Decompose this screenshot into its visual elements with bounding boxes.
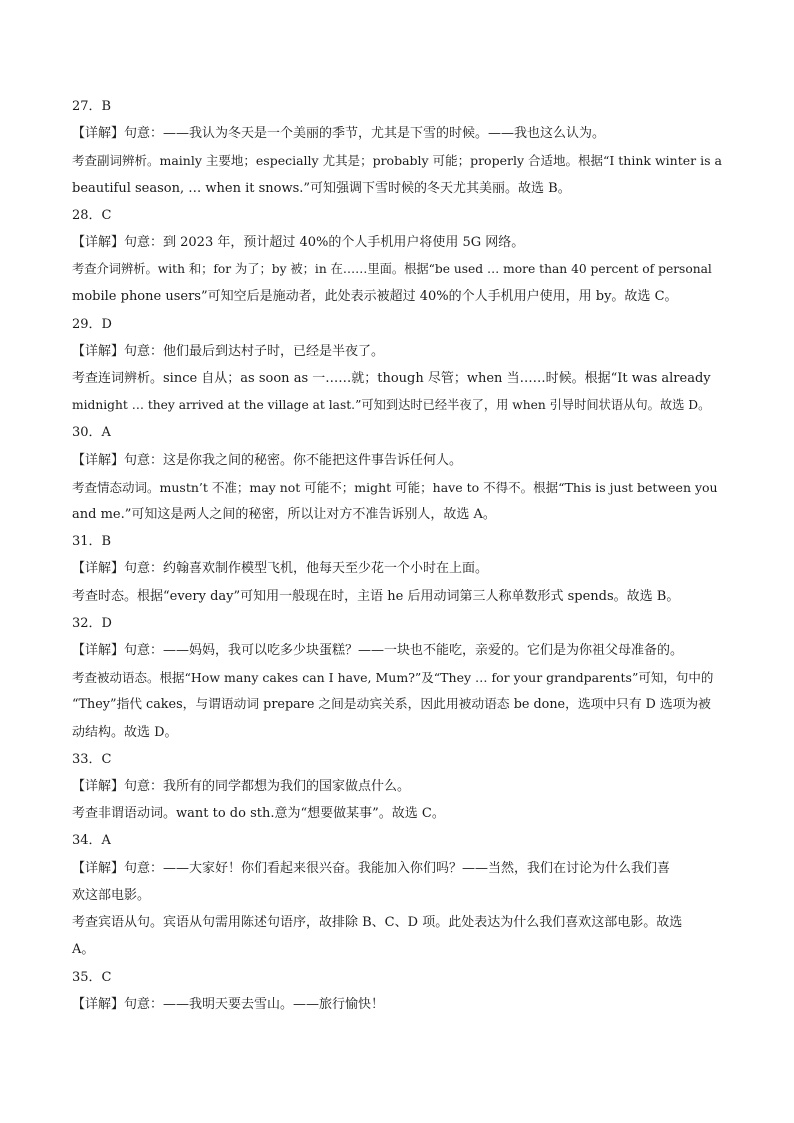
answer-number: 28．C [72, 207, 112, 223]
explanation-line: 考查介词辨析。with 和；for 为了；by 被；in 在……里面。根据“be used … more than 40 percent of personal [72, 262, 712, 277]
explanation-line: and me.”可知这是两人之间的秘密，所以让对方不准告诉别人，故选 A。 [72, 507, 496, 523]
explanation-line: 动结构。故选 D。 [72, 724, 178, 740]
explanation-line: 考查宾语从句。宾语从句需用陈述句语序，故排除 B、C、D 项。此处表达为什么我们喜欢这部电影。故选 [72, 915, 683, 931]
explanation-line: 【详解】句意：到 2023 年，预计超过 40%的个人手机用户将使用 5G 网络。 [72, 235, 525, 251]
explanation-line: 【详解】句意：他们最后到达村子时，已经是半夜了。 [72, 343, 385, 359]
explanation-line: 【详解】句意：——大家好！你们看起来很兴奋。我能加入你们吗？——当然，我们在讨论为什么我们喜 [72, 860, 671, 876]
explanation-line: mobile phone users”可知空后是施动者，此处表示被超过 40%的个人手机用户使用，用 by。故选 C。 [72, 289, 678, 305]
explanation-line: A。 [72, 942, 95, 958]
answer-number: 30．A [72, 425, 111, 441]
explanation-line: 考查连词辨析。since 自从；as soon as 一……就；though 尽管；when 当……时候。根据“It was already [72, 371, 711, 387]
answer-item-33 [72, 746, 722, 828]
explanation-line: 【详解】句意：约翰喜欢制作模型飞机，他每天至少花一个小时在上面。 [72, 561, 489, 577]
answer-item-34 [72, 827, 722, 963]
explanation-line: beautiful season, … when it snows.”可知强调下雪时候的冬天尤其美丽。故选 B。 [72, 180, 571, 196]
explanation-line: 考查非谓语动词。want to do sth.意为“想要做某事”。故选 C。 [72, 806, 445, 822]
explanation-line: 【详解】句意：——妈妈，我可以吃多少块蛋糕？——一块也不能吃，亲爱的。它们是为你祖父母准备的。 [72, 643, 684, 659]
answer-number: 35．C [72, 969, 112, 985]
answer-number: 27．B [72, 99, 112, 114]
explanation-line: 考查被动语态。根据“How many cakes can I have, Mum?”及“They … for your grandparents”可知，句中的 [72, 670, 714, 686]
answer-number: 31．B [72, 534, 112, 550]
answer-number: 29．D [72, 316, 112, 332]
answer-item-27 [72, 93, 722, 202]
explanation-line: 欢这部电影。 [72, 887, 151, 903]
explanation-line: 考查时态。根据“every day”可知用一般现在时，主语 he 后用动词第三人称单数形式 spends。故选 B。 [72, 588, 680, 604]
explanation-line: 考查副词辨析。mainly 主要地；especially 尤其是；probably 可能；properly 合适地。根据“I think winter is a [72, 153, 722, 169]
explanation-line: 考查情态动词。mustn’t 不准；may not 可能不；might 可能；have to 不得不。根据“This is just between you [72, 479, 718, 495]
explanation-line: midnight … they arrived at the village at last.”可知到达时已经半夜了，用 when 引导时间状语从句。故选 D。 [72, 398, 711, 413]
answer-item-31 [72, 528, 722, 610]
answer-explanations [72, 93, 722, 1018]
answer-item-29 [72, 311, 722, 420]
answer-number: 32．D [72, 615, 112, 631]
answer-item-35 [72, 964, 722, 1018]
explanation-line: 【详解】句意：我所有的同学都想为我们的国家做点什么。 [72, 779, 411, 795]
explanation-line: 【详解】句意：——我明天要去雪山。——旅行愉快！ [72, 996, 385, 1012]
answer-number: 33．C [72, 751, 112, 767]
explanation-line: 【详解】句意：这是你我之间的秘密。你不能把这件事告诉任何人。 [72, 452, 463, 468]
answer-item-28 [72, 202, 722, 311]
answer-item-30 [72, 419, 722, 528]
explanation-line: “They”指代 cakes，与谓语动词 prepare 之间是动宾关系，因此用被动语态 be done，选项中只有 D 选项为被 [72, 697, 711, 713]
answer-item-32 [72, 610, 722, 746]
answer-number: 34．A [72, 833, 111, 849]
explanation-line: 【详解】句意：——我认为冬天是一个美丽的季节，尤其是下雪的时候。——我也这么认为。 [72, 126, 606, 142]
